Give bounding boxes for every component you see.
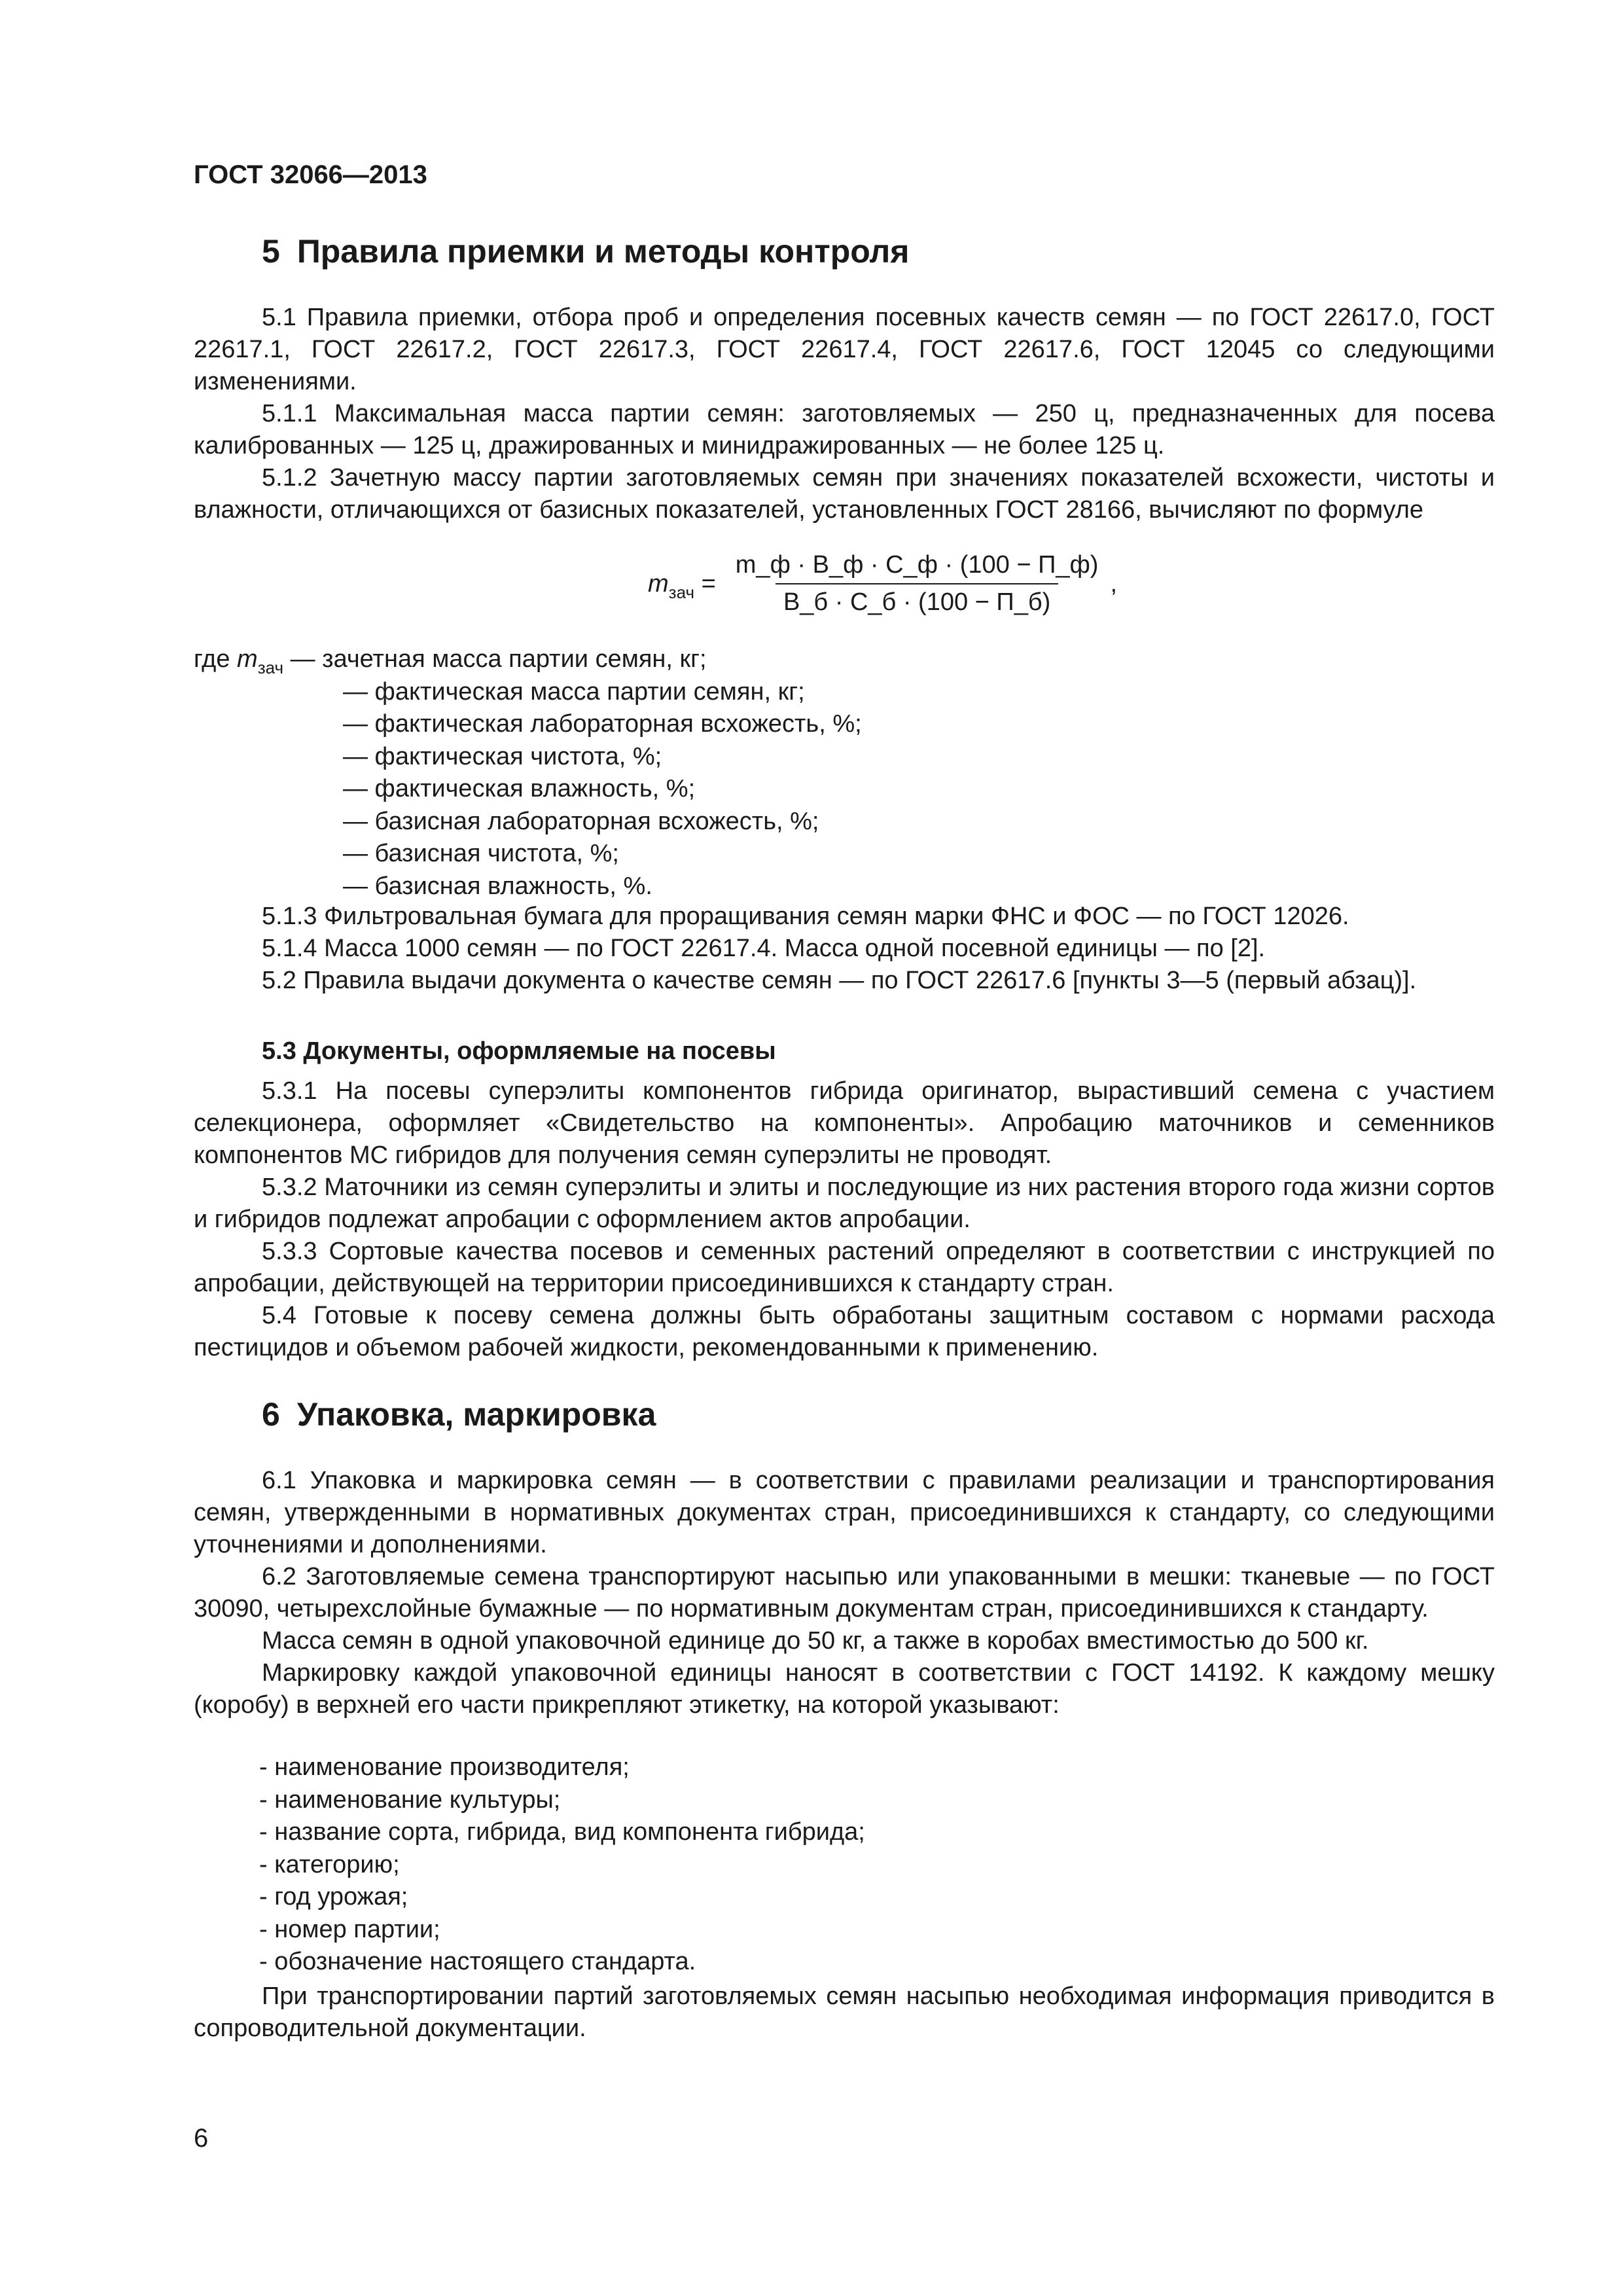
subsection-5-3-body (194, 1075, 1495, 1364)
paragraph-6-2: 6.2 Заготовляемые семена транспортируют насыпью или упакованными в мешки: тканевые — по ГОСТ 30090, четырехслойные бумажные — по нормативным документам стран, присоединившихся к стандарту. (194, 1563, 1495, 1623)
legend-row (194, 773, 707, 806)
legend-text: — базисная влажность, %. (343, 872, 652, 900)
paragraph-5-4: 5.4 Готовые к посеву семена должны быть обработаны защитным составом с нормами расхода пестицидов и объемом рабочей жидкости, рекомендованными к применению. (194, 1302, 1495, 1361)
section-6-closing (194, 1981, 1495, 2045)
page-number: 6 (194, 2124, 209, 2153)
paragraph-5-1-2: 5.1.2 Зачетную массу партии заготовляемых семян при значениях показателей всхожести, чистоты и влажности, отличающихся от базисных показателей, установленных ГОСТ 28166, вычисляют по формуле (194, 464, 1495, 524)
paragraph-marking: Маркировку каждой упаковочной единицы наносят в соответствии с ГОСТ 14192. К каждому мешку (коробу) в верхней его части прикрепляют этикетку, на которой указывают: (194, 1659, 1495, 1719)
paragraph-5-3-2: 5.3.2 Маточники из семян суперэлиты и элиты и последующие из них растения второго года жизни сортов и гибридов подлежат апробации с оформлением актов апробации. (194, 1174, 1495, 1233)
paragraph-5-1-4: 5.1.4 Масса 1000 семян — по ГОСТ 22617.4. Масса одной посевной единицы — по [2]. (262, 935, 1266, 962)
paragraph-5-1-3: 5.1.3 Фильтровальная бумага для проращивания семян марки ФНС и ФОС — по ГОСТ 12026. (262, 903, 1349, 930)
subsection-5-3-heading: 5.3 Документы, оформляемые на посевы (262, 1037, 776, 1065)
paragraph-5-3-1: 5.3.1 На посевы суперэлиты компонентов гибрида оригинатор, вырастивший семена с участием селекционера, оформляет «Свидетельство на компоненты». Апробацию маточников и семенников компонентов МС гибридов для получения семян суперэлиты не проводят. (194, 1077, 1495, 1169)
formula-lhs: $m_{зач}$ = (648, 569, 716, 602)
section-6-title: Упаковка, маркировка (296, 1396, 656, 1433)
formula-numerator: m_ф · В_ф · С_ф · (100 − П_ф) (735, 551, 1099, 579)
legend-text: — зачетная масса партии семян, кг; (290, 645, 707, 673)
list-item: - наименование производителя; (259, 1753, 630, 1781)
document-code-header: ГОСТ 32066—2013 (194, 160, 427, 189)
legend-row (194, 838, 707, 870)
legend-row (194, 870, 707, 903)
legend-row (194, 806, 819, 838)
list-item: - номер партии; (259, 1915, 440, 1943)
legend-text: — фактическая лабораторная всхожесть, %; (343, 710, 862, 738)
section-5-heading (262, 232, 909, 270)
section-5-continued (194, 901, 1495, 997)
legend-lead: где (194, 645, 230, 673)
paragraph-6-1: 6.1 Упаковка и маркировка семян — в соответствии с правилами реализации и транспортирования семян, утвержденными в нормативных документах стран, присоединившихся к стандарту, со следующими уточнениями и дополнениями. (194, 1467, 1495, 1558)
formula-comma: , (1110, 569, 1118, 598)
section-5-intro (194, 302, 1495, 526)
paragraph-5-2: 5.2 Правила выдачи документа о качестве семян — по ГОСТ 22617.6 [пункты 3—5 (первый абзац)]. (262, 967, 1417, 994)
section-6-body (194, 1465, 1495, 1721)
formula-fraction (728, 551, 1107, 617)
legend-row: где $m_{зач}$ — зачетная масса партии семян, кг; (194, 645, 707, 677)
list-item: - год урожая; (259, 1883, 408, 1910)
zachet-mass-formula (648, 551, 1117, 617)
label-info-list (259, 1751, 865, 1979)
section-6-number: 6 (262, 1396, 280, 1433)
section-5-title: Правила приемки и методы контроля (296, 233, 910, 270)
list-item: - обозначение настоящего стандарта. (259, 1948, 696, 1975)
list-item: - название сорта, гибрида, вид компонента гибрида; (259, 1818, 865, 1846)
legend-row (194, 741, 707, 774)
list-item: - наименование культуры; (259, 1785, 561, 1814)
list-item: - категорию; (259, 1850, 400, 1878)
legend-text: — базисная лабораторная всхожесть, %; (343, 807, 819, 835)
legend-row (194, 708, 862, 741)
legend-text: — базисная чистота, %; (343, 840, 619, 867)
legend-row (194, 676, 805, 709)
section-5-number: 5 (262, 233, 280, 270)
formula-denominator: В_б · С_б · (100 − П_б) (776, 583, 1058, 617)
paragraph-transport: При транспортировании партий заготовляемых семян насыпью необходимая информация приводится в сопроводительной документации. (194, 1982, 1495, 2042)
legend-text: — фактическая масса партии семян, кг; (343, 677, 805, 706)
legend-text: — фактическая влажность, %; (343, 775, 696, 802)
formula-legend (194, 643, 862, 903)
paragraph-5-1-1: 5.1.1 Максимальная масса партии семян: заготовляемых — 250 ц, предназначенных для посева калиброванных — 125 ц, дражированных и минидражированных — не более 125 ц. (194, 400, 1495, 459)
paragraph-mass: Масса семян в одной упаковочной единице до 50 кг, а также в коробах вместимостью до 500 кг. (262, 1627, 1369, 1655)
paragraph-5-1: 5.1 Правила приемки, отбора проб и определения посевных качеств семян — по ГОСТ 22617.0, ГОСТ 22617.1, ГОСТ 22617.2, ГОСТ 22617.3, ГОСТ 22617.4, ГОСТ 22617.6, ГОСТ 12045 со следующими изменениями. (194, 304, 1495, 395)
paragraph-5-3-3: 5.3.3 Сортовые качества посевов и семенных растений определяют в соответствии с инструкцией по апробации, действующей на территории присоединившихся к стандарту стран. (194, 1238, 1495, 1297)
legend-text: — фактическая чистота, %; (343, 742, 662, 770)
section-6-heading (262, 1395, 656, 1433)
